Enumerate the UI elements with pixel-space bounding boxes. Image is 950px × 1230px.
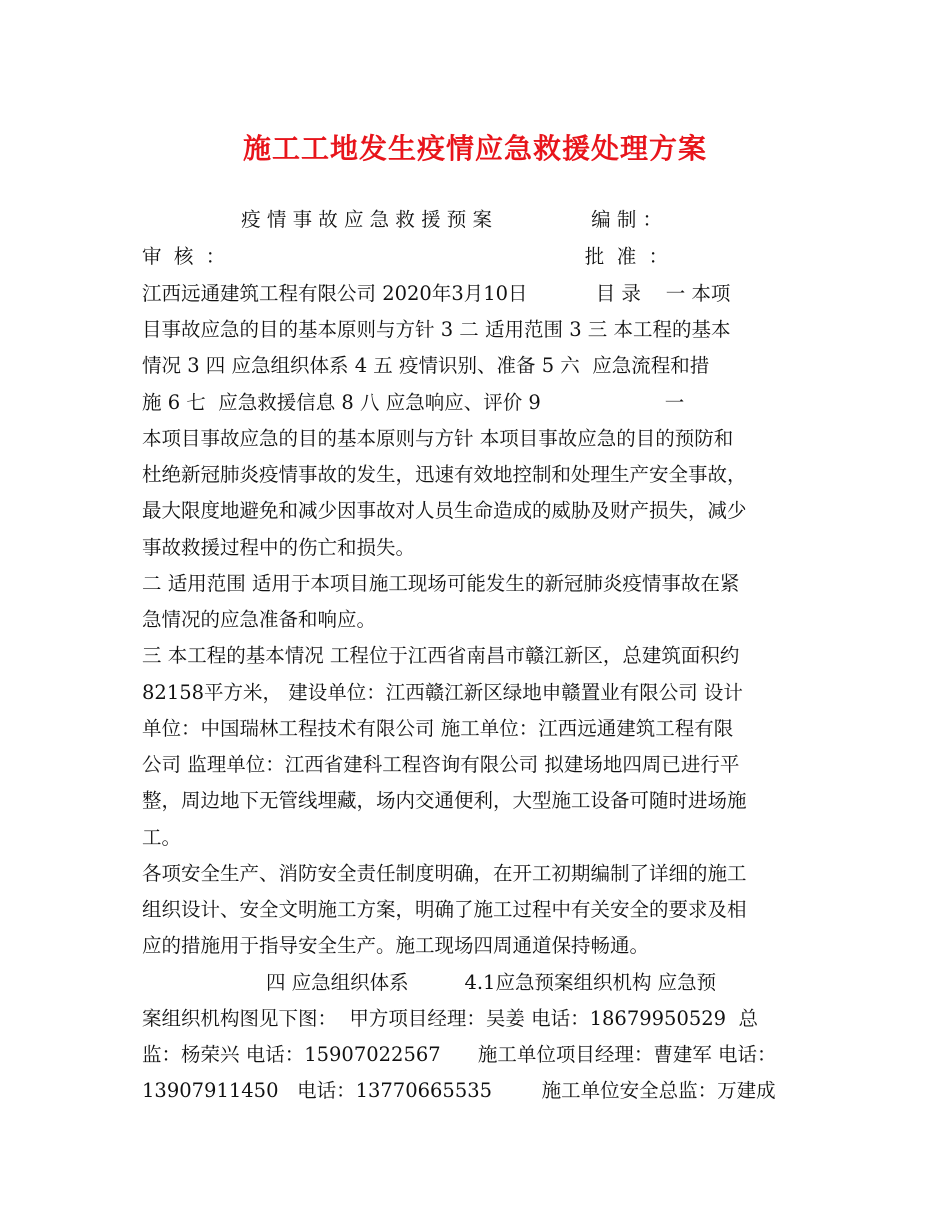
text-line: 案组织机构图见下图： 甲方项目经理：吴姜 电话：18679950529 总 bbox=[142, 1007, 758, 1030]
text-line: 疫 情 事 故 应 急 救 援 预 案 编 制 ： bbox=[142, 208, 663, 231]
text-line: 本项目事故应急的目的基本原则与方针 本项目事故应急的目的预防和 bbox=[142, 427, 734, 450]
text-line: 江西远通建筑工程有限公司 2020年3月10日 目 录 一 本项 bbox=[142, 282, 731, 305]
text-line: 急情况的应急准备和响应。 bbox=[142, 608, 377, 631]
text-line: 三 本工程的基本情况 工程位于江西省南昌市赣江新区，总建筑面积约 bbox=[142, 644, 740, 667]
text-line: 四 应急组织体系 4.1应急预案组织机构 应急预 bbox=[142, 971, 717, 994]
text-line: 整，周边地下无管线埋藏，场内交通便利，大型施工设备可随时进场施 bbox=[142, 789, 747, 812]
text-line: 应的措施用于指导安全生产。施工现场四周通道保持畅通。 bbox=[142, 934, 650, 957]
text-line: 工。 bbox=[142, 826, 182, 849]
text-line: 公司 监理单位：江西省建科工程咨询有限公司 拟建场地四周已进行平 bbox=[142, 753, 740, 776]
text-line: 二 适用范围 适用于本项目施工现场可能发生的新冠肺炎疫情事故在紧 bbox=[142, 572, 740, 595]
text-line: 13907911450 电话：13770665535 施工单位安全总监：万建成 bbox=[142, 1079, 776, 1102]
text-line: 事故救援过程中的伤亡和损失。 bbox=[142, 536, 416, 559]
text-line: 施 6 七 应急救援信息 8 八 应急响应、评价 9 一 bbox=[142, 391, 685, 414]
text-line: 82158平方米， 建设单位：江西赣江新区绿地申赣置业有限公司 设计 bbox=[142, 681, 743, 704]
text-line: 最大限度地避免和减少因事故对人员生命造成的威胁及财产损失，减少 bbox=[142, 499, 747, 522]
text-line: 情况 3 四 应急组织体系 4 五 疫情识别、准备 5 六 应急流程和措 bbox=[142, 354, 710, 377]
document-title: 施工工地发生疫情应急救援处理方案 bbox=[242, 132, 707, 165]
text-line: 杜绝新冠肺炎疫情事故的发生，迅速有效地控制和处理生产安全事故， bbox=[142, 463, 747, 486]
text-line: 单位：中国瑞林工程技术有限公司 施工单位：江西远通建筑工程有限 bbox=[142, 717, 734, 740]
text-line: 各项安全生产、消防安全责任制度明确，在开工初期编制了详细的施工 bbox=[142, 862, 747, 885]
text-line: 目事故应急的目的基本原则与方针 3 二 适用范围 3 三 本工程的基本 bbox=[142, 318, 731, 341]
text-line: 监：杨荣兴 电话：15907022567 施工单位项目经理：曹建军 电话： bbox=[142, 1043, 777, 1066]
text-line: 组织设计、安全文明施工方案，明确了施工过程中有关安全的要求及相 bbox=[142, 898, 747, 921]
text-line: 审 核 ： 批 准 ： bbox=[142, 245, 669, 268]
